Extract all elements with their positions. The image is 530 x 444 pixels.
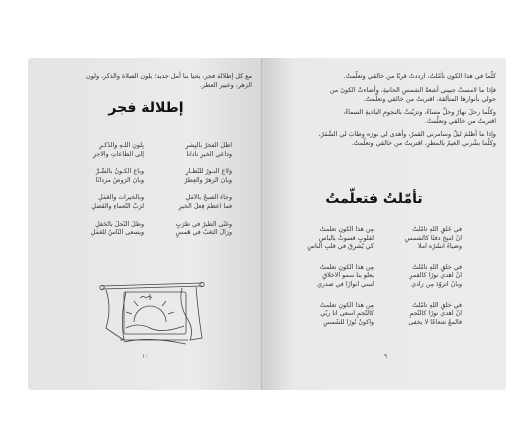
verse-line: وأكونُ نُورًا للشّمسِ xyxy=(323,318,374,326)
open-book xyxy=(28,58,506,390)
verse-line: يعلو بنا سمو الأخلاقِ xyxy=(322,272,374,280)
paragraph-line: وكلّما رحلَ نهارٌ وحلَّ مساءٌ، وتزيّنتْ بالنجومِ الباديةِ السماءُ، xyxy=(343,108,496,116)
paragraph-line: اقتربتُ من خالقي وتعلّمتُ. xyxy=(424,117,496,125)
paragraph-line: كلّما في هذا الكون تأمّلتُ، ازددتُ قربًا من خالقي وتعلّمتُ. xyxy=(343,72,496,80)
poem-right-column xyxy=(162,142,232,238)
verse-line: كالنّجمِ أسعى أنا ربّي xyxy=(320,310,374,318)
verse-line: أنْ أهدي نورًا كالنّجمِ xyxy=(409,310,462,318)
left-page-number: ١٠ xyxy=(142,353,149,360)
verse-line: وبانَ الرَوضُ مزدانًا xyxy=(95,176,144,184)
verse-line: كي يُشرِقَ في قلبِ الناسِ xyxy=(307,243,374,251)
verse-line: وبالخيرات والعَمَلِ xyxy=(98,194,144,202)
verse-line: وبأنْ أتزوّدَ مِن زادي xyxy=(411,280,462,288)
verse-line: لقلوبٍ قسوتْ بالبأسِ xyxy=(318,234,374,242)
right-title: تأمّلتُ فتعلّمتُ xyxy=(325,191,423,207)
verse-line: فما أعظمَ فِعلَ الخيرِ xyxy=(178,202,232,210)
verse-line: في خلقِ اللهِ تأمّلتُ xyxy=(412,263,462,271)
verse-line: وجاءَ الصبحُ بالأمَلِ xyxy=(185,194,232,202)
verse-line: لنبني أنوارًا في صدري xyxy=(316,280,374,288)
verse-line: بِلَونِ اللّـهِ والذِّكـرِ xyxy=(98,142,144,149)
poem-right-column xyxy=(386,226,462,327)
right-page-number: ٩ xyxy=(384,353,388,360)
intro-line: الزهر، وعبير العطر. xyxy=(199,81,252,89)
poem-left-column xyxy=(74,142,144,238)
right-page xyxy=(264,58,506,390)
right-intro xyxy=(274,72,496,148)
left-intro xyxy=(38,72,252,90)
paragraph-line: فإذا ما لامستْ جبيني أشعةُ الشمسِ الحانيةِ، وأضاءتْ الكونَ من xyxy=(329,86,496,94)
verse-line: مِن هذا الكونِ تعلّمتُ xyxy=(319,263,374,271)
verse-line: أنْ أُمنِحَ دفئًا كالشمسِ xyxy=(404,234,462,242)
verse-line: إلى الطاعاتِ والأجرِ xyxy=(92,150,144,158)
verse-line: وداعي الخيرِ نادانا xyxy=(186,150,232,158)
left-poem xyxy=(50,142,240,292)
verse-line: وَلاحَ النـورُ للنُّظّـارِ xyxy=(185,168,232,176)
paragraph-line: حولي بأنوارها المتألقة، اقتربتُ من خالقي وتعلّمتُ. xyxy=(363,95,496,103)
verse-line: في خلقِ اللهِ تأمّلتُ xyxy=(412,301,462,309)
window-sunrise-illustration xyxy=(98,278,208,348)
paragraph-line: وكلّما بشّرني الغيمُ بالمطرِ، اقتربتُ من خالقي وتعلّمتُ. xyxy=(351,139,496,147)
left-page xyxy=(28,58,264,390)
left-title: إطلالة فجر xyxy=(108,100,184,116)
poem-left-column xyxy=(296,226,374,327)
verse-line: وطَلَّ النَّحلُ بالحَقلِ xyxy=(95,220,144,228)
verse-line: وزالَ التعَبُ في هَمسٍ xyxy=(175,229,232,237)
verse-line: لرَبِّ النَّعماءِ والفَضلِ xyxy=(91,202,144,210)
paragraph-line: وإذا ما أظلمَ ليلٌ وسامرني القمرُ، وأهدى لي نورَه وطابَ لي السَّمَرُ، xyxy=(318,130,496,138)
verse-line: وبانَ الزهرُ والعِطرُ xyxy=(184,176,232,184)
verse-line: أنْ أهدي نورًا كالقمرِ xyxy=(409,272,462,280)
verse-line: مِن هذا الكونِ تعلّمتُ xyxy=(319,226,374,233)
verse-line: وباحَ الكـونُ بالسِّـرِّ xyxy=(95,168,144,176)
verse-line: وضياءً أنشُرُه آملاً xyxy=(418,243,462,251)
verse-line: فألمعُ شعاعًا لا يخفى xyxy=(408,318,462,326)
verse-line: أطلّ الفجرُ بالبِشرِ xyxy=(185,142,232,149)
verse-line: ويسعى النّاسُ للعَمَلِ xyxy=(90,229,144,237)
verse-line: مِن هذا الكونِ تعلّمتُ xyxy=(319,301,374,309)
right-poem xyxy=(278,226,478,356)
verse-line: في خَلقِ اللهِ تأمّلتُ xyxy=(412,226,462,233)
verse-line: وغنّى الطَّيرُ في طَرَبٍ xyxy=(175,220,232,228)
intro-line: مع كل إطلالة فجر، يحيا بنا أمل جديد؛ بلون الصلاة والذكر، ولون xyxy=(86,72,252,80)
